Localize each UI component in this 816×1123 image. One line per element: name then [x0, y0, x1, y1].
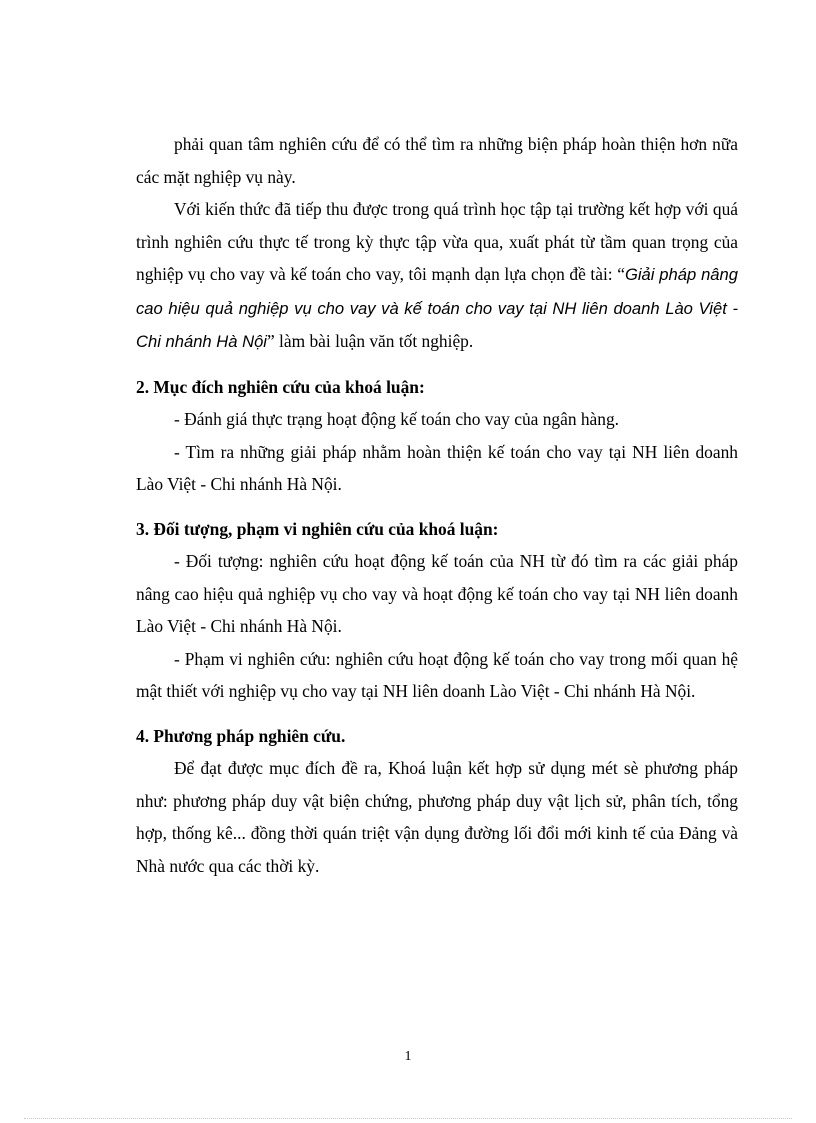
section-2-heading: 2. Mục đích nghiên cứu của khoá luận:: [136, 376, 425, 397]
thesis-title: Giải pháp nâng cao hiệu quả nghiệp vụ cho vay và kế toán cho vay tại NH liên doanh Lào Việt - Chi nhánh Hà Nội: [136, 265, 738, 351]
section-2-item: - Tìm ra những giải pháp nhằm hoàn thiện kế toán cho vay tại NH liên doanh Lào Việt - Chi nhánh Hà Nội.: [136, 441, 738, 494]
intro-paragraph: [136, 128, 738, 193]
page-bottom-divider: [24, 1118, 792, 1119]
section-4-body: Để đạt được mục đích đề ra, Khoá luận kết hợp sử dụng mét sè phương pháp như: phương pháp duy vật biện chứng, phương pháp duy vật lịch sử, phân tích, tổng hợp, thống kê... đồng thời quán triệt vận dụng đường lối đổi mới kinh tế của Đảng và Nhà nước qua các thời kỳ.: [136, 758, 738, 876]
section-4-heading: 4. Phương pháp nghiên cứu.: [136, 725, 346, 746]
section-3-heading: 3. Đối tượng, phạm vi nghiên cứu của khoá luận:: [136, 518, 499, 539]
topic-paragraph: [136, 193, 738, 359]
topic-text-start: Với kiến thức đã tiếp thu được trong quá trình học tập tại trường kết hợp với quá trình nghiên cứu thực tế trong kỳ thực tập vừa qua, xuất phát từ tầm quan trọng của nghiệp vụ cho vay và kế toán cho vay, tôi mạnh dạn lựa chọn đề tài: “: [136, 199, 738, 284]
section-3-item: - Phạm vi nghiên cứu: nghiên cứu hoạt động kế toán cho vay trong mối quan hệ mật thiết với nghiệp vụ cho vay tại NH liên doanh Lào Việt - Chi nhánh Hà Nội.: [136, 648, 738, 701]
intro-text: phải quan tâm nghiên cứu để có thể tìm ra những biện pháp hoàn thiện hơn nữa các mặt nghiệp vụ này.: [136, 134, 738, 187]
topic-text-end: ” làm bài luận văn tốt nghiệp.: [266, 331, 474, 351]
section-2-item: - Đánh giá thực trạng hoạt động kế toán cho vay của ngân hàng.: [174, 409, 620, 429]
page-number: 1: [404, 1049, 412, 1064]
section-3-item: - Đối tượng: nghiên cứu hoạt động kế toán của NH từ đó tìm ra các giải pháp nâng cao hiệu quả nghiệp vụ cho vay và hoạt động kế toán cho vay tại NH liên doanh Lào Việt - Chi nhánh Hà Nội.: [136, 551, 738, 636]
page-content: [136, 128, 738, 882]
